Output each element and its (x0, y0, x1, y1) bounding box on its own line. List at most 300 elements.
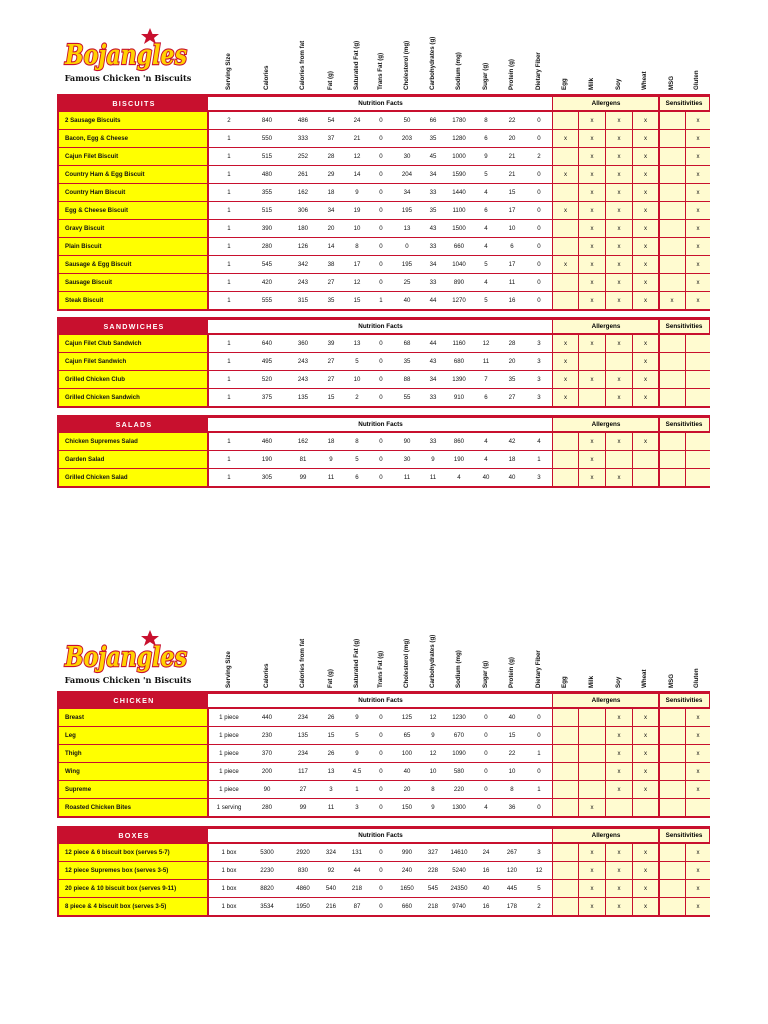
nutrition-value: 9 (355, 750, 359, 757)
allergen-mark: x (578, 220, 605, 237)
nutrition-value: 3 (537, 376, 541, 383)
nutrition-value: 135 (297, 732, 309, 739)
nutrition-value: 1300 (452, 804, 466, 811)
nutrition-value: 0 (379, 732, 383, 739)
allergen-mark (685, 469, 710, 486)
column-header: Soy (615, 676, 622, 688)
allergen-mark: x (632, 184, 658, 201)
nutrition-value: 680 (453, 358, 465, 365)
item-name: Roasted Chicken Bites (59, 799, 209, 816)
item-name: Egg & Cheese Biscuit (59, 202, 209, 219)
allergen-mark: x (578, 880, 605, 897)
nutrition-value: 40 (482, 474, 490, 481)
item-name: Grilled Chicken Sandwich (59, 389, 209, 406)
nutrition-value: 8 (431, 786, 435, 793)
sensitivities-header: Sensitivities (658, 319, 710, 334)
nutrition-value: 2920 (296, 849, 310, 856)
nutrition-value: 12 (353, 153, 361, 160)
nutrition-value: 11 (508, 279, 516, 286)
nutrition-value: 0 (379, 714, 383, 721)
nutrition-value: 12 (429, 750, 437, 757)
allergen-mark: x (605, 781, 632, 798)
allergen-mark: x (552, 166, 578, 183)
nutrition-value: 9 (431, 732, 435, 739)
allergen-mark: x (605, 709, 632, 726)
nutrition-value: 243 (297, 358, 309, 365)
allergen-mark (658, 433, 685, 450)
allergen-mark (658, 727, 685, 744)
allergen-mark: x (632, 898, 658, 915)
column-header: Serving Size (225, 53, 232, 90)
section-salads (57, 415, 710, 488)
nutrition-value: 306 (297, 207, 309, 214)
item-name: 8 piece & 4 biscuit box (serves 3-5) (59, 898, 209, 915)
nutrition-value: 81 (299, 456, 307, 463)
item-name: Cajun Filet Biscuit (59, 148, 209, 165)
nutrition-value: 890 (453, 279, 465, 286)
allergen-mark (658, 130, 685, 147)
nutrition-value: 1 (379, 297, 383, 304)
nutrition-value: 0 (379, 135, 383, 142)
nutrition-value: 3 (537, 474, 541, 481)
nutrition-value: 1280 (452, 135, 466, 142)
allergen-mark: x (605, 844, 632, 861)
nutrition-value: 0 (379, 279, 383, 286)
nutrition-value: 9 (355, 714, 359, 721)
allergen-mark: x (685, 292, 710, 309)
nutrition-value: 3 (537, 358, 541, 365)
nutrition-value: 1 piece (219, 786, 239, 793)
nutrition-value: 243 (297, 376, 309, 383)
nutrition-value: 6 (484, 394, 488, 401)
allergen-mark: x (605, 371, 632, 388)
nutrition-value: 30 (403, 456, 411, 463)
section-header-row (59, 417, 708, 432)
nutrition-value: 3534 (260, 903, 274, 910)
allergen-mark (552, 880, 578, 897)
item-name: Plain Biscuit (59, 238, 209, 255)
nutrition-value: 5 (484, 261, 488, 268)
column-header: Fat (g) (327, 71, 334, 90)
nutrition-value: 12 (535, 867, 543, 874)
allergen-mark (552, 433, 578, 450)
nutrition-value: 0 (379, 358, 383, 365)
nutrition-value: 445 (506, 885, 518, 892)
nutrition-value: 35 (429, 207, 437, 214)
allergen-mark: x (685, 781, 710, 798)
nutrition-value: 324 (325, 849, 337, 856)
section-boxes (57, 826, 710, 917)
nutrition-value: 15 (353, 297, 361, 304)
nutrition-value: 1 (227, 376, 231, 383)
nutrition-value: 1 (227, 243, 231, 250)
allergen-mark (578, 727, 605, 744)
allergen-mark: x (605, 112, 632, 129)
nutrition-value: 66 (429, 117, 437, 124)
nutrition-value: 1 (227, 261, 231, 268)
nutrition-value: 2 (355, 394, 359, 401)
item-name: 12 piece & 6 biscuit box (serves 5-7) (59, 844, 209, 861)
nutrition-value: 36 (508, 804, 516, 811)
logo-wordmark: Bojangles (64, 40, 187, 71)
allergen-mark: x (685, 256, 710, 273)
nutrition-value: 2 (537, 903, 541, 910)
nutrition-facts-header: Nutrition Facts (207, 828, 554, 843)
item-name: Steak Biscuit (59, 292, 209, 309)
nutrition-value: 9740 (452, 903, 466, 910)
nutrition-value: 342 (297, 261, 309, 268)
nutrition-value: 195 (401, 207, 413, 214)
nutrition-value: 0 (537, 804, 541, 811)
column-divider (207, 319, 208, 406)
nutrition-value: 27 (299, 786, 307, 793)
column-header: Wheat (641, 669, 648, 688)
column-header: Calories from fat (299, 638, 306, 688)
column-header: Protein (g) (508, 657, 515, 688)
allergen-mark: x (605, 469, 632, 486)
allergen-mark: x (685, 112, 710, 129)
nutrition-value: 92 (327, 867, 335, 874)
nutrition-value: 27 (327, 358, 335, 365)
nutrition-value: 0 (379, 189, 383, 196)
allergen-mark (658, 763, 685, 780)
nutrition-value: 16 (482, 903, 490, 910)
allergen-mark (552, 148, 578, 165)
allergen-mark (658, 166, 685, 183)
nutrition-value: 8 (510, 786, 514, 793)
nutrition-value: 35 (508, 376, 516, 383)
item-name: Chicken Supremes Salad (59, 433, 209, 450)
item-name: Cajun Filet Club Sandwich (59, 335, 209, 352)
nutrition-value: 34 (429, 261, 437, 268)
nutrition-value: 8 (484, 117, 488, 124)
allergen-mark: x (632, 112, 658, 129)
table-row (59, 237, 708, 255)
allergen-mark: x (605, 220, 632, 237)
nutrition-value: 190 (453, 456, 465, 463)
nutrition-value: 1100 (452, 207, 466, 214)
nutrition-value: 135 (297, 394, 309, 401)
allergen-mark: x (605, 148, 632, 165)
allergen-mark: x (685, 844, 710, 861)
allergen-mark: x (605, 862, 632, 879)
nutrition-value: 99 (299, 804, 307, 811)
nutrition-value: 1040 (452, 261, 466, 268)
nutrition-value: 1 piece (219, 714, 239, 721)
nutrition-value: 204 (401, 171, 413, 178)
nutrition-value: 910 (453, 394, 465, 401)
nutrition-value: 44 (429, 297, 437, 304)
nutrition-value: 25 (403, 279, 411, 286)
nutrition-value: 10 (353, 225, 361, 232)
nutrition-value: 390 (261, 225, 273, 232)
nutrition-facts-header: Nutrition Facts (207, 96, 554, 111)
allergen-mark: x (552, 202, 578, 219)
nutrition-value: 228 (427, 867, 439, 874)
nutrition-value: 11 (327, 474, 335, 481)
nutrition-value: 178 (506, 903, 518, 910)
nutrition-value: 480 (261, 171, 273, 178)
column-header: Carbohydrates (g) (429, 634, 436, 688)
nutrition-value: 0 (379, 225, 383, 232)
allergen-mark (578, 353, 605, 370)
nutrition-value: 87 (353, 903, 361, 910)
column-header: Sodium (mg) (455, 52, 462, 90)
column-divider (658, 828, 660, 915)
nutrition-value: 6 (484, 207, 488, 214)
allergen-mark (685, 371, 710, 388)
nutrition-value: 26 (327, 750, 335, 757)
nutrition-value: 10 (508, 225, 516, 232)
nutrition-value: 1 piece (219, 732, 239, 739)
nutrition-value: 29 (327, 171, 335, 178)
nutrition-value: 1 (227, 297, 231, 304)
allergen-mark: x (685, 727, 710, 744)
allergen-mark (552, 451, 578, 468)
nutrition-value: 1950 (296, 903, 310, 910)
nutrition-value: 660 (453, 243, 465, 250)
allergen-mark (632, 451, 658, 468)
nutrition-value: 24 (353, 117, 361, 124)
allergen-mark: x (578, 335, 605, 352)
nutrition-value: 1 (227, 189, 231, 196)
nutrition-value: 0 (379, 394, 383, 401)
allergen-mark (658, 844, 685, 861)
nutrition-value: 860 (453, 438, 465, 445)
item-name: Sausage Biscuit (59, 274, 209, 291)
nutrition-value: 495 (261, 358, 273, 365)
nutrition-value: 545 (261, 261, 273, 268)
column-header: MSG (668, 673, 675, 688)
nutrition-value: 24350 (450, 885, 468, 892)
column-divider (552, 319, 553, 406)
allergen-mark (658, 220, 685, 237)
allergen-mark (552, 469, 578, 486)
column-header: MSG (668, 75, 675, 90)
allergen-mark: x (605, 763, 632, 780)
nutrition-value: 3 (537, 340, 541, 347)
nutrition-value: 33 (429, 394, 437, 401)
nutrition-value: 1 piece (219, 768, 239, 775)
column-header: Sodium (mg) (455, 650, 462, 688)
nutrition-value: 15 (508, 189, 516, 196)
allergen-mark: x (685, 880, 710, 897)
nutrition-value: 9 (355, 189, 359, 196)
allergen-mark (658, 799, 685, 816)
nutrition-value: 33 (429, 189, 437, 196)
nutrition-value: 38 (327, 261, 335, 268)
nutrition-value: 125 (401, 714, 413, 721)
nutrition-value: 360 (297, 340, 309, 347)
allergen-mark: x (632, 335, 658, 352)
nutrition-value: 40 (508, 474, 516, 481)
nutrition-value: 4.5 (352, 768, 362, 775)
column-divider (207, 417, 208, 486)
column-header: Calories (263, 663, 270, 688)
allergen-mark: x (605, 130, 632, 147)
allergen-mark: x (578, 274, 605, 291)
nutrition-value: 0 (379, 849, 383, 856)
nutrition-value: 1 (227, 279, 231, 286)
allergen-mark: x (552, 371, 578, 388)
nutrition-value: 4860 (296, 885, 310, 892)
nutrition-value: 1270 (452, 297, 466, 304)
nutrition-value: 0 (537, 279, 541, 286)
nutrition-value: 45 (429, 153, 437, 160)
table-row (59, 897, 708, 915)
nutrition-value: 1440 (452, 189, 466, 196)
table-row (59, 147, 708, 165)
nutrition-value: 1 (227, 438, 231, 445)
nutrition-value: 0 (537, 171, 541, 178)
nutrition-value: 12 (353, 279, 361, 286)
column-header: Milk (588, 77, 595, 90)
nutrition-value: 0 (537, 135, 541, 142)
allergen-mark: x (632, 148, 658, 165)
allergen-mark: x (605, 880, 632, 897)
item-name: Thigh (59, 745, 209, 762)
nutrition-value: 22 (508, 750, 516, 757)
section-header-row (59, 693, 708, 708)
allergen-mark: x (605, 166, 632, 183)
allergen-mark (658, 184, 685, 201)
allergen-mark: x (578, 862, 605, 879)
allergen-mark: x (578, 844, 605, 861)
sensitivities-header: Sensitivities (658, 417, 710, 432)
item-name: Cajun Filet Sandwich (59, 353, 209, 370)
column-header: Calories from fat (299, 40, 306, 90)
nutrition-value: 5300 (260, 849, 274, 856)
nutrition-value: 267 (506, 849, 518, 856)
nutrition-value: 280 (261, 804, 273, 811)
nutrition-value: 18 (327, 438, 335, 445)
nutrition-value: 4 (484, 456, 488, 463)
nutrition-value: 131 (351, 849, 363, 856)
column-divider (552, 693, 553, 816)
nutrition-value: 1 (227, 456, 231, 463)
nutrition-value: 8820 (260, 885, 274, 892)
section-header-row (59, 96, 708, 111)
allergen-mark: x (552, 389, 578, 406)
allergen-mark: x (605, 335, 632, 352)
nutrition-value: 27 (327, 376, 335, 383)
allergen-mark (685, 353, 710, 370)
nutrition-value: 27 (327, 279, 335, 286)
section-title: BOXES (59, 828, 209, 843)
nutrition-value: 11 (482, 358, 490, 365)
allergen-mark (552, 220, 578, 237)
nutrition-value: 6 (355, 474, 359, 481)
nutrition-value: 17 (353, 261, 361, 268)
nutrition-value: 0 (379, 804, 383, 811)
item-name: Bacon, Egg & Cheese (59, 130, 209, 147)
nutrition-value: 0 (379, 456, 383, 463)
allergen-mark (552, 862, 578, 879)
item-name: Garden Salad (59, 451, 209, 468)
allergen-mark: x (685, 709, 710, 726)
nutrition-value: 24 (482, 849, 490, 856)
table-row (59, 468, 708, 486)
section-biscuits (57, 94, 710, 311)
allergen-mark: x (605, 727, 632, 744)
allergen-mark (578, 745, 605, 762)
nutrition-value: 3 (537, 849, 541, 856)
nutrition-value: 55 (403, 394, 411, 401)
allergen-mark: x (605, 433, 632, 450)
nutrition-value: 18 (327, 189, 335, 196)
nutrition-value: 0 (379, 243, 383, 250)
table-row (59, 450, 708, 468)
nutrition-value: 10 (429, 768, 437, 775)
nutrition-value: 4 (484, 225, 488, 232)
nutrition-value: 120 (506, 867, 518, 874)
nutrition-value: 17 (508, 207, 516, 214)
nutrition-value: 486 (297, 117, 309, 124)
nutrition-value: 26 (327, 714, 335, 721)
nutrition-value: 545 (427, 885, 439, 892)
table-row (59, 370, 708, 388)
allergen-mark: x (605, 292, 632, 309)
table-row (59, 273, 708, 291)
allergen-mark (658, 880, 685, 897)
allergens-header: Allergens (552, 96, 660, 111)
allergen-mark (578, 389, 605, 406)
nutrition-value: 0 (379, 171, 383, 178)
nutrition-value: 10 (508, 768, 516, 775)
nutrition-value: 37 (327, 135, 335, 142)
nutrition-value: 15 (327, 732, 335, 739)
nutrition-value: 4 (457, 474, 461, 481)
nutrition-value: 6 (484, 135, 488, 142)
nutrition-value: 515 (261, 153, 273, 160)
nutrition-value: 0 (379, 117, 383, 124)
nutrition-value: 1 box (221, 867, 237, 874)
nutrition-value: 0 (484, 786, 488, 793)
nutrition-value: 40 (508, 714, 516, 721)
nutrition-value: 13 (327, 768, 335, 775)
column-header: Cholesterol (mg) (403, 638, 410, 688)
nutrition-value: 0 (537, 189, 541, 196)
nutrition-value: 840 (261, 117, 273, 124)
allergen-mark: x (605, 898, 632, 915)
allergen-mark: x (578, 256, 605, 273)
allergen-mark: x (658, 292, 685, 309)
nutrition-facts-header: Nutrition Facts (207, 693, 554, 708)
column-header: Saturated Fat (g) (353, 40, 360, 90)
allergen-mark: x (632, 745, 658, 762)
allergen-mark (552, 844, 578, 861)
section-header-row (59, 319, 708, 334)
nutrition-value: 0 (379, 885, 383, 892)
column-divider (552, 417, 553, 486)
nutrition-value: 0 (537, 714, 541, 721)
nutrition-value: 0 (405, 243, 409, 250)
allergen-mark: x (605, 389, 632, 406)
nutrition-value: 34 (327, 207, 335, 214)
column-header: Egg (561, 676, 568, 688)
allergen-mark (578, 763, 605, 780)
allergen-mark: x (632, 389, 658, 406)
nutrition-value: 520 (261, 376, 273, 383)
nutrition-value: 3 (329, 786, 333, 793)
item-name: 20 piece & 10 biscuit box (serves 9-11) (59, 880, 209, 897)
nutrition-value: 65 (403, 732, 411, 739)
allergen-mark: x (632, 781, 658, 798)
nutrition-value: 1 (227, 153, 231, 160)
item-name: Gravy Biscuit (59, 220, 209, 237)
allergen-mark (552, 781, 578, 798)
allergen-mark (658, 112, 685, 129)
